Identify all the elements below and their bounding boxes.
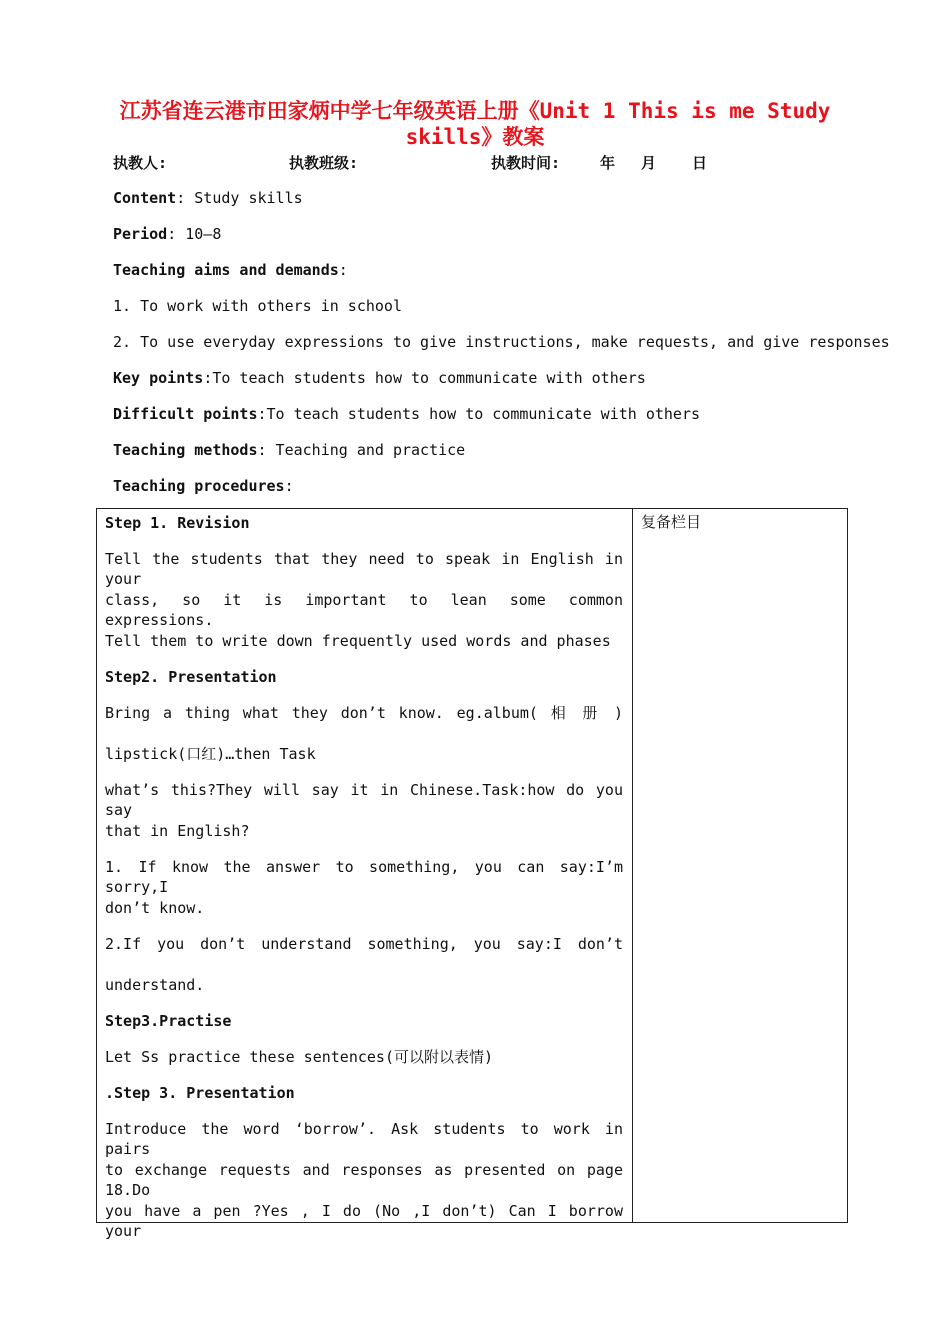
step1-line-1: Tell the students that they need to speak in English in your: [105, 550, 623, 588]
step2-item-1a: 1. If know the answer to something, you can say:I’m sorry,I: [105, 858, 623, 896]
review-column-label: 复备栏目: [641, 513, 702, 531]
key-points-line: [113, 368, 646, 388]
title-line-1: 江苏省连云港市田家炳中学七年级英语上册《Unit 1 This is me Study: [119, 99, 831, 123]
step3b-heading: .Step 3. Presentation: [105, 1084, 295, 1102]
aim-1: 1. To work with others in school: [113, 297, 402, 315]
step3-heading: Step3.Practise: [105, 1012, 232, 1030]
key-points-value: :To teach students how to communicate with others: [203, 369, 646, 387]
teaching-methods-value: : Teaching and practice: [257, 441, 466, 459]
step3b-line-2: to exchange requests and responses as presented on page 18.Do: [105, 1161, 623, 1199]
year-label: 年: [600, 154, 616, 172]
aims-label: Teaching aims and demands: [113, 261, 339, 279]
step1-line-2: class, so it is important to lean some common expressions.: [105, 591, 623, 629]
key-points-label: Key points: [113, 369, 204, 387]
aims-colon: :: [338, 261, 348, 279]
teacher-label: 执教人:: [113, 154, 168, 172]
period-value: : 10—8: [167, 225, 222, 243]
difficult-points-value: :To teach students how to communicate with others: [257, 405, 701, 423]
step3-line-1: Let Ss practice these sentences(可以附以表情): [105, 1048, 494, 1066]
teaching-methods-label: Teaching methods: [113, 441, 258, 459]
content-value: : Study skills: [176, 189, 303, 207]
difficult-points-label: Difficult points: [113, 405, 258, 423]
teaching-procedures-colon: :: [284, 477, 294, 495]
teaching-methods-line: [113, 440, 465, 460]
aim-2: 2. To use everyday expressions to give instructions, make requests, and give responses: [113, 333, 890, 351]
step1-heading: Step 1. Revision: [105, 514, 250, 532]
period-label: Period: [113, 225, 168, 243]
notes-cell: [633, 509, 848, 1223]
teaching-procedures-label: Teaching procedures: [113, 477, 285, 495]
aims-heading: [113, 260, 348, 280]
content-label: Content: [113, 189, 177, 207]
content-line: [113, 188, 303, 208]
step1-line-3: Tell them to write down frequently used words and phases: [105, 632, 611, 650]
step2-heading: Step2. Presentation: [105, 668, 277, 686]
difficult-points-line: [113, 404, 700, 424]
title-line-2: skills》教案: [405, 125, 545, 149]
procedure-table: [96, 508, 848, 1240]
period-line: [113, 224, 221, 244]
day-label: 日: [692, 154, 708, 172]
time-label: 执教时间:: [491, 154, 561, 172]
month-label: 月: [641, 154, 657, 172]
step2-line-2: lipstick(口红)…then Task: [105, 745, 316, 763]
step2-line-4: that in English?: [105, 822, 250, 840]
step2-item-2a: 2.If you don’t understand something, you say:I don’t: [105, 935, 623, 953]
step2-item-2b: understand.: [105, 976, 205, 994]
procedure-cell: [97, 509, 633, 1240]
step3b-line-1: Introduce the word ‘borrow’. Ask students to work in pairs: [105, 1120, 623, 1158]
step3b-line-3: you have a pen ?Yes , I do (No ,I don’t) Can I borrow your: [105, 1202, 623, 1240]
step2-item-1b: don’t know.: [105, 899, 205, 917]
class-label: 执教班级:: [289, 154, 359, 172]
step2-line-1: Bring a thing what they don’t know. eg.album( 相 册 ): [105, 704, 623, 722]
document-title: [0, 98, 950, 150]
step2-line-3: what’s this?They will say it in Chinese.Task:how do you say: [105, 781, 623, 819]
teaching-procedures-heading: [113, 476, 294, 496]
